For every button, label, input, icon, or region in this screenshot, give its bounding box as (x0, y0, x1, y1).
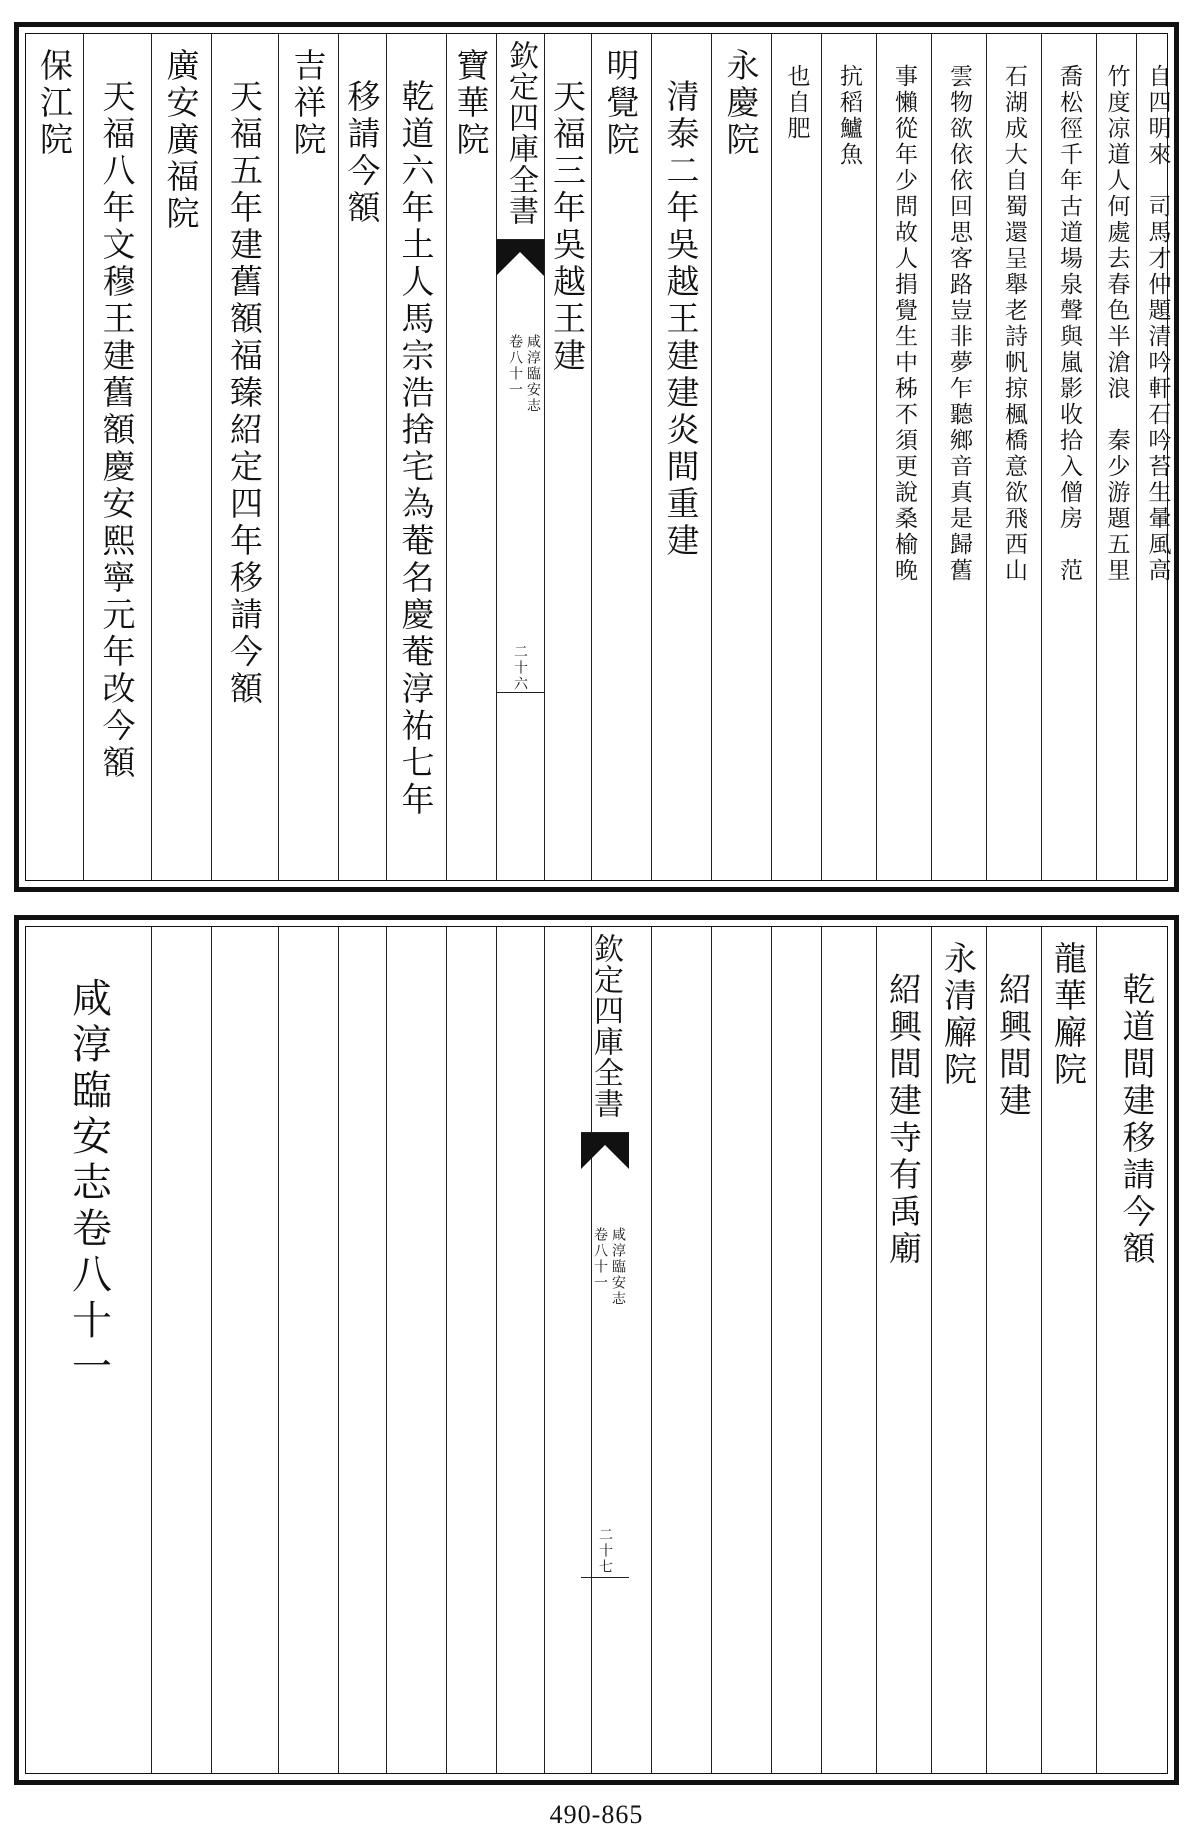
temple-entry: 紹興間建 (994, 972, 1033, 1120)
fishtail-ornament (496, 240, 544, 276)
spine-folio: 二十七 (597, 1527, 613, 1575)
temple-heading: 明覺院 (601, 48, 641, 159)
spine-book-title: 咸淳臨安志 (610, 1227, 626, 1307)
spine-column (496, 34, 544, 880)
temple-heading: 廣安廣福院 (161, 48, 201, 233)
fishtail-ornament (581, 1133, 629, 1169)
poem-column: 竹度凉道人何處去春色半滄浪 秦少游題五里 (1103, 64, 1130, 584)
temple-entry: 乾道六年土人馬宗浩捨宅為菴名慶菴淳祐七年 (396, 79, 436, 819)
temple-entry: 天福五年建舊額福臻紹定四年移請今額 (225, 79, 264, 708)
poem-column: 事懶從年少問故人捐覺生中秭不須更說桑榆晚 (891, 64, 917, 584)
temple-entry: 移請今額 (342, 79, 382, 227)
spine-title: 欽定四庫全書 (588, 933, 623, 1119)
poem-column: 石湖成大自蜀還呈舉老詩帆掠楓橋意欲飛西山 (1001, 64, 1027, 584)
temple-heading: 保江院 (35, 48, 74, 159)
temple-entry: 天福八年文穆王建舊額慶安熙寧元年改今額 (97, 79, 137, 782)
temple-heading: 永清廨院 (939, 941, 978, 1089)
page-number: 490-865 (549, 1800, 644, 1829)
top-page-frame (25, 33, 1171, 881)
spine-volume: 卷八十一 (592, 1227, 608, 1291)
temple-heading: 永慶院 (721, 48, 761, 159)
spine-title: 欽定四庫全書 (503, 40, 538, 226)
poem-column: 雲物欲依依回思客路豈非夢乍聽鄉音真是歸舊 (946, 64, 972, 584)
poem-column: 也自肥 (783, 64, 810, 142)
volume-end-title: 咸淳臨安志卷八十一 (65, 977, 112, 1391)
spine-book-title: 咸淳臨安志 (525, 334, 541, 414)
spine-column (581, 927, 629, 1773)
poem-column: 抗稻鱸魚 (836, 64, 862, 168)
poem-column: 自四明來 司馬才仲題清吟軒石吟苔生暈風高 (1144, 64, 1171, 584)
top-page (14, 22, 1179, 892)
poem-column: 喬松徑千年古道場泉聲與嵐影收拾入僧房 范 (1056, 64, 1082, 584)
temple-heading: 寶華院 (451, 48, 491, 159)
temple-entry: 乾道間建移請今額 (1117, 972, 1157, 1268)
temple-heading: 龍華廨院 (1049, 941, 1088, 1089)
bottom-page (14, 915, 1179, 1785)
spine-folio: 二十六 (512, 644, 528, 692)
temple-heading: 吉祥院 (288, 48, 328, 159)
temple-entry: 清泰二年吳越王建建炎間重建 (661, 79, 701, 560)
temple-entry: 天福三年吳越王建 (548, 79, 587, 375)
spine-volume: 卷八十一 (507, 334, 523, 398)
bottom-page-frame (25, 926, 1168, 1774)
temple-entry: 紹興間建寺有禹廟 (884, 972, 923, 1268)
